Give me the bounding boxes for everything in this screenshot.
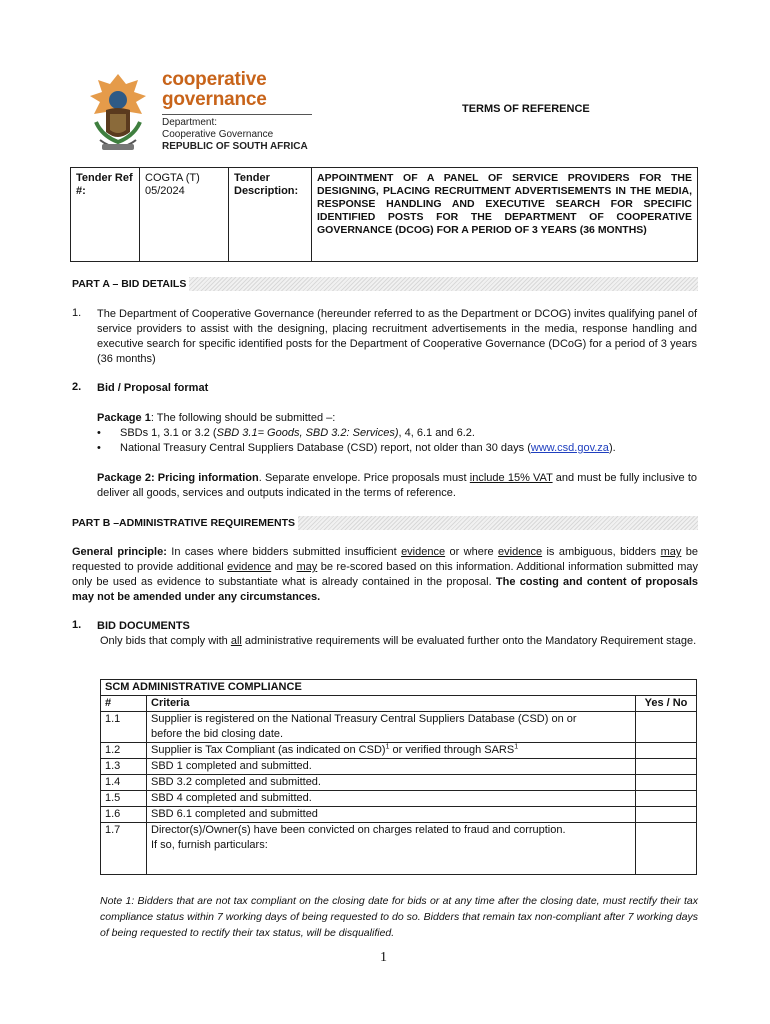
table-row: 1.5 SBD 4 completed and submitted. (101, 791, 697, 807)
yes-no-cell[interactable] (636, 791, 697, 807)
table-row: 1.2 Supplier is Tax Compliant (as indicated on CSD)$^1$ or verified through SARS$^1$ (101, 743, 697, 759)
tender-ref-line-1: COGTA (T) (145, 172, 200, 184)
item-1-text: The Department of Cooperative Governance (hereunder referred to as the Department or DCOG) invites qualifying panel of service providers to assist with the designing, placing recruitment advertisements in the media, response handling and executive search for specific identified posts for the Department of Cooperative Governance (DCoG) for a period of 3 years (36 months) (97, 308, 697, 365)
bid-documents-number: 1. (72, 619, 82, 631)
page-number: 1 (380, 950, 387, 965)
logo-line-1: cooperative (162, 69, 267, 90)
part-a-bar (70, 277, 698, 291)
item-2-number: 2. (72, 381, 82, 393)
yes-no-cell[interactable] (636, 759, 697, 775)
package-1-text: : The following should be submitted –: (150, 412, 336, 424)
logo-wordmark (162, 70, 267, 110)
table-row: 1.6 SBD 6.1 completed and submitted (101, 807, 697, 823)
costing-rule: The costing and content of proposals may not be amended under any circumstances. (72, 576, 698, 603)
department-label: Department: (162, 117, 218, 128)
package-1-line (97, 411, 335, 426)
bullet-icon: • (97, 442, 101, 454)
csd-link[interactable]: www.csd.gov.za (530, 442, 609, 454)
bid-documents-heading: BID DOCUMENTS (97, 620, 190, 632)
package-2-paragraph: Package 2: Pricing information. Separate envelope. Price proposals must include 15% VAT and must be fully inclusive to deliver all goods, services and outputs indicated in the terms of reference. (97, 472, 697, 499)
tender-info-table (70, 167, 698, 262)
part-a-heading: PART A – BID DETAILS (70, 277, 189, 291)
table-row: 1.4 SBD 3.2 completed and submitted. (101, 775, 697, 791)
item-1-number: 1. (72, 307, 82, 319)
bullet-1-text: SBDs 1, 3.1 or 3.2 (SBD 3.1= Goods, SBD 3.2: Services), 4, 6.1 and 6.2. (120, 427, 475, 439)
yes-no-cell[interactable] (636, 775, 697, 791)
document-title: TERMS OF REFERENCE (462, 103, 590, 115)
col-header-yes-no: Yes / No (636, 696, 697, 712)
general-principle-paragraph: General principle: In cases where bidders submitted insufficient evidence or where evidence is ambiguous, bidders may be requested to provide additional evidence and may be re-scored based on this information. Additional information submitted may only be used as evidence to substantiate what is already contained in the proposal. The costing and content of proposals may not be amended under any circumstances. (72, 546, 698, 603)
col-header-criteria: Criteria (147, 696, 636, 712)
tender-ref-line-2: 05/2024 (145, 185, 185, 197)
tender-ref-value (140, 168, 229, 262)
coat-of-arms-icon (80, 70, 156, 154)
bullet-icon: • (97, 427, 101, 439)
part-b-bar (70, 516, 698, 530)
logo-divider (162, 114, 312, 115)
department-block (162, 117, 308, 153)
bullet-2-text: National Treasury Central Suppliers Database (CSD) report, not older than 30 days (www.csd.gov.za). (120, 442, 616, 454)
package-1-label: Package 1 (97, 412, 151, 424)
general-principle-label: General principle: (72, 546, 167, 558)
compliance-title: SCM ADMINISTRATIVE COMPLIANCE (101, 680, 697, 696)
department-name: Cooperative Governance (162, 129, 274, 140)
tax-compliance-note: Note 1: Bidders that are not tax compliant on the closing date for bids or at any time after the closing date, must rectify their tax compliance status within 7 working days of being requested to do so. Bidders that remain tax non-compliant after 7 working days of being requested to rectify their tax status, will be disqualified. (100, 895, 698, 939)
bid-documents-text: Only bids that comply with all administrative requirements will be evaluated further onto the Mandatory Requirement stage. (100, 635, 697, 647)
compliance-table (100, 679, 697, 875)
bid-format-heading: Bid / Proposal format (97, 382, 209, 394)
yes-no-cell[interactable] (636, 743, 697, 759)
table-row: 1.7 Director(s)/Owner(s) have been convicted on charges related to fraud and corruption. If so, furnish particulars: (101, 823, 697, 875)
vat-requirement: include 15% VAT (469, 472, 553, 484)
package-2-label: Package 2: Pricing information (97, 472, 259, 484)
yes-no-cell[interactable] (636, 823, 697, 875)
tender-desc-label: Tender Description: (229, 168, 312, 262)
table-row: 1.3 SBD 1 completed and submitted. (101, 759, 697, 775)
part-b-heading: PART B –ADMINISTRATIVE REQUIREMENTS (70, 516, 298, 530)
bullet-item-1 (97, 426, 475, 441)
tender-description: APPOINTMENT OF A PANEL OF SERVICE PROVIDERS FOR THE DESIGNING, PLACING RECRUITMENT ADVERTISEMENTS IN THE MEDIA, RESPONSE HANDLING AND EXECUTIVE SEARCH FOR SPECIFIC IDENTIFIED POSTS FOR THE DEPARTMENT OF COOPERATIVE GOVERNANCE (DCOG) FOR A PERIOD OF 3 YEARS (36 MONTHS) (312, 168, 698, 262)
logo-line-2: governance (162, 89, 267, 110)
yes-no-cell[interactable] (636, 807, 697, 823)
col-header-number: # (101, 696, 147, 712)
table-row: 1.1 Supplier is registered on the National Treasury Central Suppliers Database (CSD) on or before the bid closing date. (101, 712, 697, 743)
tender-ref-label: Tender Ref #: (71, 168, 140, 262)
yes-no-cell[interactable] (636, 712, 697, 743)
bullet-item-2 (97, 441, 616, 456)
country-name: REPUBLIC OF SOUTH AFRICA (162, 141, 308, 152)
